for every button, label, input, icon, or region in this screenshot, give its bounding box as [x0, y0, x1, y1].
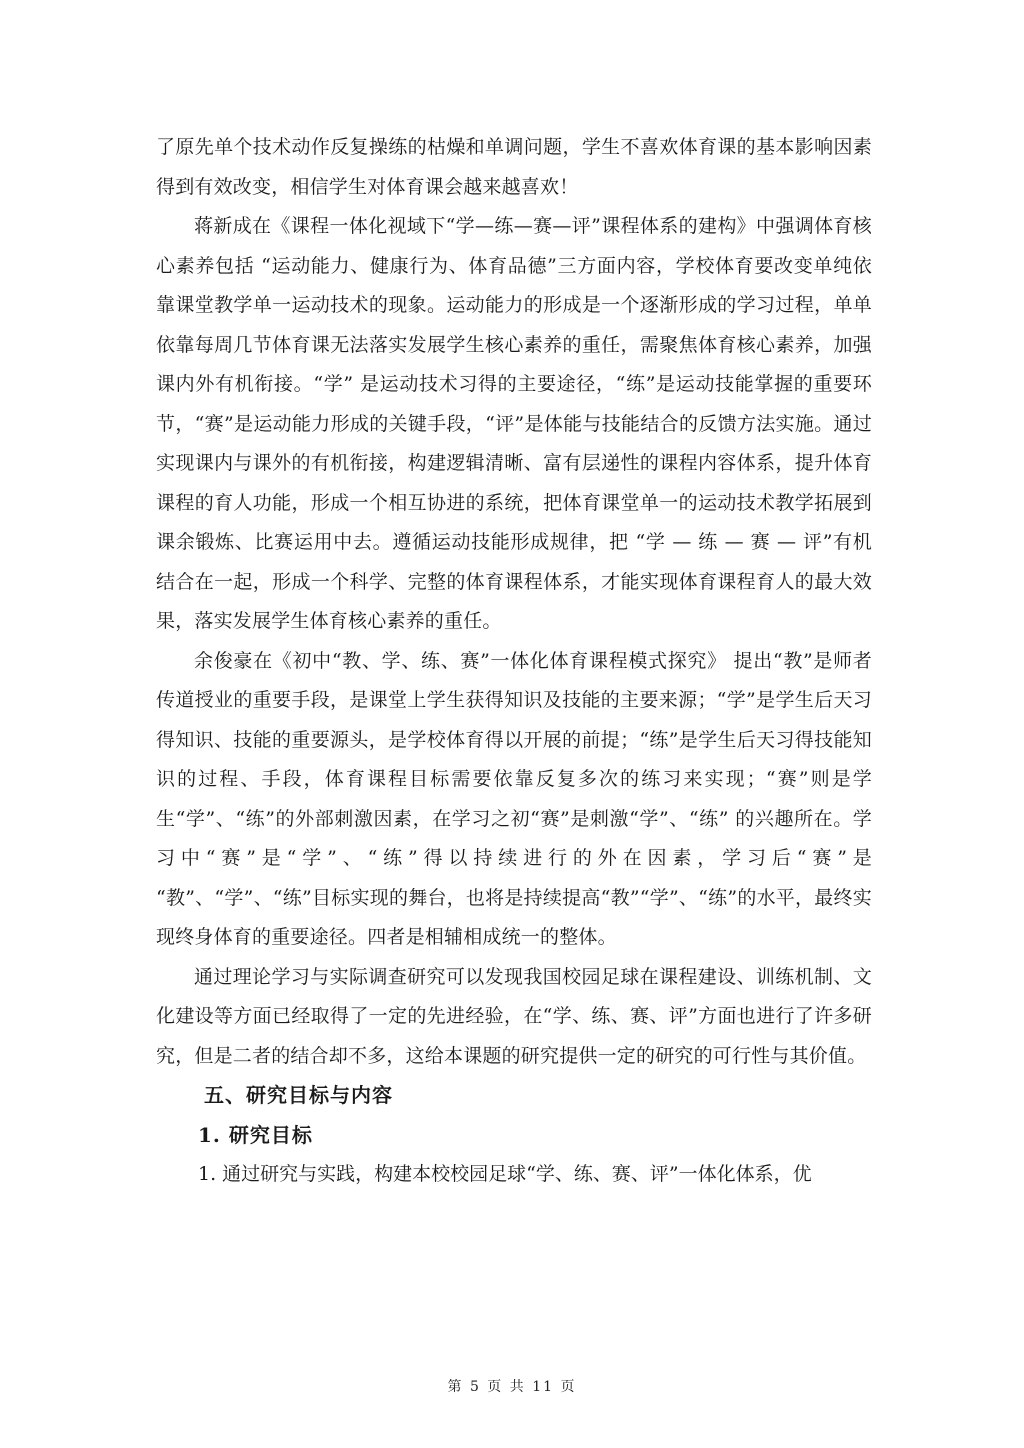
paragraph-4: 通过理论学习与实际调查研究可以发现我国校园足球在课程建设、训练机制、文化建设等方面已经取得了一定的先进经验，在“学、练、赛、评”方面也进行了许多研究，但是二者的结合却不多，这给本课题的研究提供一定的研究的可行性与其价值。: [156, 965, 872, 1067]
list-item: 1. 通过研究与实践，构建本校校园足球“学、练、赛、评”一体化体系，优: [198, 1163, 812, 1185]
document-body: [156, 128, 872, 1195]
paragraph-3: 余俊豪在《初中“教、学、练、赛”一体化体育课程模式探究》 提出“教”是师者传道授业的重要手段，是课堂上学生获得知识及技能的主要来源；“学”是学生后天习得知识、技能的重要源头，是学校体育得以开展的前提；“练”是学生后天习得技能知识的过程、手段，体育课程目标需要依靠反复多次的练习来实现；“赛”则是学生“学”、“练”的外部刺激因素，在学习之初“赛”是刺激“学”、“练” 的兴趣所在。学习中“赛”是“学”、“练”得以持续进行的外在因素，学习后“赛”是 “教”、“学”、“练”目标实现的舞台，也将是持续提高“教”“学”、“练”的水平，最终实现终身体育的重要途径。四者是相辅相成统一的整体。: [156, 649, 872, 948]
sub-heading: 1. 研究目标: [198, 1122, 313, 1147]
page-footer: 第 5 页 共 11 页: [447, 1379, 577, 1395]
paragraph-1: 了原先单个技术动作反复操练的枯燥和单调问题，学生不喜欢体育课的基本影响因素得到有效改变，相信学生对体育课会越来越喜欢！: [156, 136, 872, 198]
section-heading: 五、研究目标与内容: [204, 1083, 393, 1107]
paragraph-2: 蒋新成在《课程一体化视域下“学—练—赛—评”课程体系的建构》中强调体育核心素养包括 “运动能力、健康行为、体育品德”三方面内容，学校体育要改变单纯依靠课堂教学单一运动技术的现象。运动能力的形成是一个逐渐形成的学习过程，单单依靠每周几节体育课无法落实发展学生核心素养的重任，需聚焦体育核心素养，加强课内外有机衔接。“学” 是运动技术习得的主要途径，“练”是运动技能掌握的重要环节，“赛”是运动能力形成的关键手段，“评”是体能与技能结合的反馈方法实施。通过实现课内与课外的有机衔接，构建逻辑清晰、富有层递性的课程内容体系，提升体育课程的育人功能，形成一个相互协进的系统，把体育课堂单一的运动技术教学拓展到课余锻炼、比赛运用中去。遵循运动技能形成规律，把 “学 — 练 — 赛 — 评”有机结合在一起，形成一个科学、完整的体育课程体系，才能实现体育课程育人的最大效果，落实发展学生体育核心素养的重任。: [156, 215, 872, 632]
